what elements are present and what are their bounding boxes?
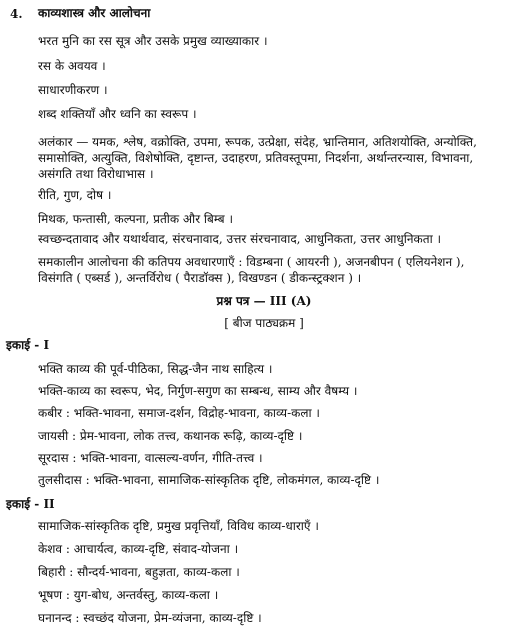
list-item: मिथक, फन्तासी, कल्पना, प्रतीक और बिम्ब ।: [38, 212, 233, 226]
list-item: तुलसीदास : भक्ति-भावना, सामाजिक-सांस्कृतिक दृष्टि, लोकमंगल, काव्य-दृष्टि ।: [38, 473, 380, 487]
list-item: भक्ति-काव्य का स्वरूप, भेद, निर्गुण-सगुण का सम्बन्ध, साम्य और वैषम्य ।: [38, 384, 358, 398]
list-item: भक्ति काव्य की पूर्व-पीठिका, सिद्ध-जैन नाथ साहित्य ।: [38, 362, 273, 376]
list-item: साधारणीकरण ।: [38, 83, 108, 97]
list-item: सूरदास : भक्ति-भावना, वात्सल्य-वर्णन, गीति-तत्त्व ।: [38, 451, 263, 465]
section-number: 4.: [10, 7, 23, 21]
list-item: जायसी : प्रेम-भावना, लोक तत्त्व, कथानक रूढ़ि, काव्य-दृष्टि ।: [38, 429, 303, 443]
list-item: कबीर : भक्ति-भावना, समाज-दर्शन, विद्रोह-भावना, काव्य-कला ।: [38, 406, 320, 420]
list-item: घनानन्द : स्वच्छंद योजना, प्रेम-व्यंजना, काव्य-दृष्टि ।: [38, 611, 262, 625]
list-item: सामाजिक-सांस्कृतिक दृष्टि, प्रमुख प्रवृत्तियाँ, विविध काव्य-धाराएँ ।: [38, 519, 319, 533]
paper-title: प्रश्न पत्र — III (A): [216, 294, 312, 308]
unit-heading: इकाई - II: [6, 497, 55, 511]
list-item: भरत मुनि का रस सूत्र और उसके प्रमुख व्याख्याकार ।: [38, 34, 268, 48]
list-item: अलंकार — यमक, श्लेष, वक्रोक्ति, उपमा, रूपक, उत्प्रेक्षा, संदेह, भ्रान्तिमान, अतिशयोक्ति, अन्योक्ति,: [38, 135, 477, 149]
list-item: समकालीन आलोचना की कतिपय अवधारणाएँ : विडम्बना ( आयरनी ), अजनबीपन ( एलियनेशन ),: [38, 255, 465, 269]
list-item: स्वच्छन्दतावाद और यथार्थवाद, संरचनावाद, उत्तर संरचनावाद, आधुनिकता, उत्तर आधुनिकता ।: [38, 232, 442, 246]
list-item: असंगति तथा विरोधाभास ।: [38, 167, 154, 181]
paper-subtitle: [ बीज पाठ्यक्रम ]: [224, 316, 304, 330]
list-item: समासोक्ति, अत्युक्ति, विशेषोक्ति, दृष्टान्त, उदाहरण, प्रतिवस्तूपमा, निदर्शना, अर्थान्तरन्यास, विभावना,: [38, 151, 474, 165]
list-item: बिहारी : सौन्दर्य-भावना, बहुज्ञता, काव्य-कला ।: [38, 565, 240, 579]
list-item: रस के अवयव ।: [38, 59, 106, 73]
list-item: केशव : आचार्यत्व, काव्य-दृष्टि, संवाद-योजना ।: [38, 542, 239, 556]
list-item: भूषण : युग-बोध, अन्तर्वस्तु, काव्य-कला ।: [38, 588, 219, 602]
unit-heading: इकाई - I: [6, 338, 50, 352]
list-item: शब्द शक्तियाँ और ध्वनि का स्वरूप ।: [38, 107, 197, 121]
list-item: विसंगति ( एब्सर्ड ), अन्तर्विरोध ( पैराडॉक्स ), विखण्डन ( डीकन्स्ट्रक्शन ) ।: [38, 271, 362, 285]
list-item: रीति, गुण, दोष ।: [38, 188, 112, 202]
section-heading: काव्यशास्त्र और आलोचना: [38, 6, 151, 20]
